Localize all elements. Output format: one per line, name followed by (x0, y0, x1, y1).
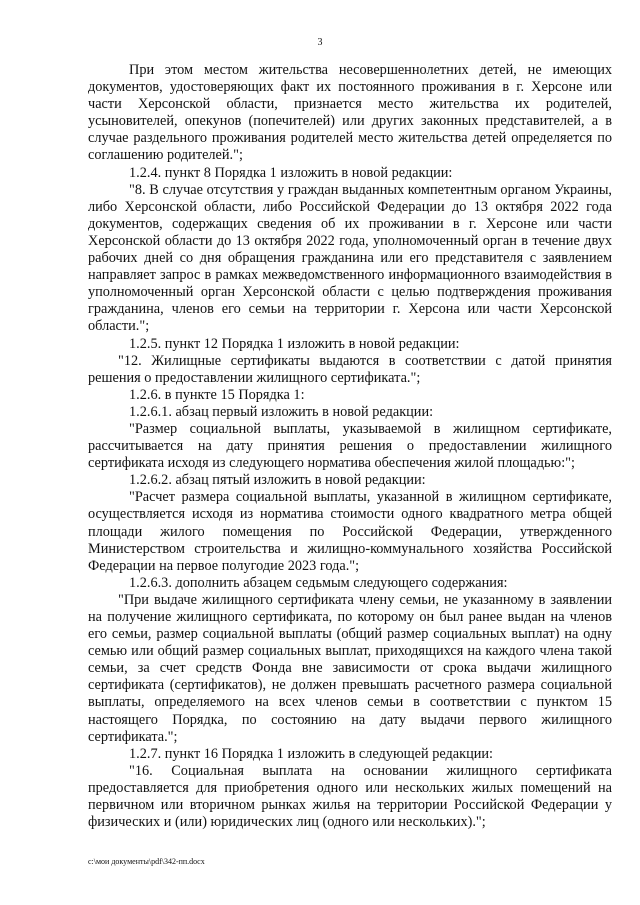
paragraph-1-2-4-heading: 1.2.4. пункт 8 Порядка 1 изложить в новой редакции: (129, 164, 453, 181)
paragraph-1-2-6-3-heading: 1.2.6.3. дополнить абзацем седьмым следующего содержания: (129, 574, 508, 591)
paragraph-residence-of-minors: При этом местом жительства несовершеннолетних детей, не имеющих документов, удостоверяющих факт их постоянного проживания в г. Херсоне или части Херсонской области, признается место жительства их родителей, усыновителей, опекунов (попечителей) или других законных представителей, а в случае раздельного проживания родителей место жительства детей определяется по соглашению родителей."; (88, 62, 612, 164)
paragraph-payment-calculation: "Расчет размера социальной выплаты, указанной в жилищном сертификате, осуществляется исходя из норматива стоимости одного квадратного метра общей площади жилого помещения по Российской Федерации, утвержденного Министерством строительства и жилищно-коммунального хозяйства Российской Федерации на первое полугодие 2023 года."; (88, 489, 612, 574)
footer-file-path: c:\мои документы\pdf\342-пп.docx (88, 857, 205, 866)
paragraph-social-payment-size: "Размер социальной выплаты, указываемой в жилищном сертификате, рассчитывается на дату принятия решения о предоставлении жилищного сертификата исходя из следующего норматива обеспечения жилой площадью:"; (88, 420, 612, 472)
paragraph-1-2-5-heading: 1.2.5. пункт 12 Порядка 1 изложить в новой редакции: (129, 335, 460, 352)
paragraph-point-8-text: "8. В случае отсутствия у граждан выданных компетентным органом Украины, либо Херсонской области, либо Российской Федерации до 13 октября 2022 года документов, содержащих сведения об их проживании в г. Херсоне или части Херсонской области до 13 октября 2022 года, уполномоченный орган в течение двух рабочих дней со дня обращения гражданина или его представителя с заявлением направляет запрос в рамках межведомственного информационного взаимодействия в уполномоченный орган Херсонской области с целью подтверждения проживания гражданина, членов его семьи на территории г. Херсона или части Херсонской области."; (88, 181, 612, 335)
paragraph-1-2-6-1-heading: 1.2.6.1. абзац первый изложить в новой редакции: (129, 403, 434, 420)
document-body (88, 62, 612, 831)
paragraph-family-member-certificate: "При выдаче жилищного сертификата члену семьи, не указанному в заявлении на получение жилищного сертификата, по которому он был ранее выдан на членов его семьи, размер социальной выплаты (общий размер социальных выплат) на одну семью или общий размер социальных выплат, приходящихся на каждого члена такой семьи, за счет средств Фонда вне зависимости от срока выдачи жилищного сертификата (сертификатов), не должен превышать расчетного размера социальной выплаты, определяемого на всех членов семьи в соответствии с пунктом 15 настоящего Порядка, по состоянию на дату выдачи первого жилищного сертификата."; (88, 591, 612, 745)
paragraph-point-16-text: "16. Социальная выплата на основании жилищного сертификата предоставляется для приобретения одного или нескольких жилых помещений на первичном или вторичном рынках жилья на территории Российской Федерации у физических и (или) юридических лиц (одного или нескольких)."; (88, 762, 612, 831)
paragraph-1-2-6-2-heading: 1.2.6.2. абзац пятый изложить в новой редакции: (129, 472, 426, 489)
page-number: 3 (317, 37, 323, 48)
paragraph-1-2-6-heading: 1.2.6. в пункте 15 Порядка 1: (129, 386, 305, 403)
paragraph-point-12-text: "12. Жилищные сертификаты выдаются в соответствии с датой принятия решения о предоставлении жилищного сертификата."; (88, 352, 612, 386)
paragraph-1-2-7-heading: 1.2.7. пункт 16 Порядка 1 изложить в следующей редакции: (129, 745, 494, 762)
